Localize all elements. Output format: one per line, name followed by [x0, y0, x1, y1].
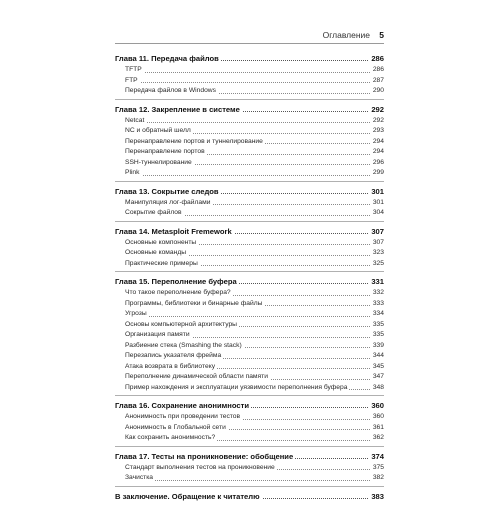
- section-page-number: 294: [371, 147, 384, 158]
- section-entry: [115, 76, 384, 87]
- section-title: Netcat: [125, 116, 146, 127]
- section-title: FTP: [125, 76, 140, 87]
- section-entry: [115, 372, 384, 383]
- chapter-title: Глава 14. Metasploit Fremework: [115, 226, 232, 236]
- chapter-divider: [115, 99, 384, 100]
- section-title: Сокрытие файлов: [125, 208, 184, 219]
- toc-chapter: [115, 491, 384, 503]
- header-rule: [115, 43, 384, 44]
- dot-leader: [125, 72, 384, 73]
- section-list: [115, 65, 384, 97]
- chapter-title: В заключение. Обращение к читателю: [115, 491, 260, 501]
- section-page-number: 332: [371, 288, 384, 299]
- chapter-divider: [115, 486, 384, 487]
- section-page-number: 348: [371, 383, 384, 394]
- section-entry: [115, 341, 384, 352]
- section-page-number: 335: [371, 320, 384, 331]
- toc-chapter: [115, 400, 384, 447]
- chapter-divider: [115, 271, 384, 272]
- page-number: 5: [379, 30, 384, 40]
- section-page-number: 375: [371, 463, 384, 474]
- section-title: Основы компьютерной архитектуры: [125, 320, 239, 331]
- chapter-page-number: 383: [371, 491, 384, 501]
- toc-chapter: [115, 53, 384, 100]
- toc-chapter: [115, 104, 384, 182]
- section-entry: [115, 351, 384, 362]
- chapter-divider: [115, 446, 384, 447]
- section-list: [115, 463, 384, 484]
- section-page-number: 293: [371, 126, 384, 137]
- section-page-number: 333: [371, 299, 384, 310]
- chapter-entry: [115, 53, 384, 65]
- section-page-number: 323: [371, 248, 384, 259]
- section-entry: [115, 330, 384, 341]
- section-page-number: 382: [371, 473, 384, 484]
- section-entry: [115, 412, 384, 423]
- section-entry: [115, 116, 384, 127]
- section-title: Что такое переполнение буфера?: [125, 288, 233, 299]
- dot-leader: [125, 316, 384, 317]
- section-entry: [115, 137, 384, 148]
- section-page-number: 347: [371, 372, 384, 383]
- dot-leader: [125, 480, 384, 481]
- section-entry: [115, 320, 384, 331]
- section-page-number: 307: [371, 238, 384, 249]
- chapter-divider: [115, 181, 384, 182]
- section-title: Передача файлов в Windows: [125, 86, 218, 97]
- section-entry: [115, 259, 384, 270]
- section-page-number: 362: [371, 433, 384, 444]
- dot-leader: [125, 175, 384, 176]
- section-list: [115, 198, 384, 219]
- chapter-divider: [115, 395, 384, 396]
- chapter-page-number: 292: [371, 104, 384, 114]
- chapter-entry: [115, 451, 384, 463]
- chapter-page-number: 331: [371, 277, 384, 286]
- chapter-entry: [115, 226, 384, 238]
- section-entry: [115, 86, 384, 97]
- section-title: SSH-туннелирование: [125, 158, 194, 169]
- chapter-title: Глава 13. Сокрытие следов: [115, 186, 219, 196]
- section-entry: [115, 309, 384, 320]
- section-page-number: 345: [371, 362, 384, 373]
- chapter-title: Глава 15. Переполнение буфера: [115, 277, 237, 286]
- section-page-number: 301: [371, 198, 384, 209]
- section-page-number: 304: [371, 208, 384, 219]
- section-entry: [115, 383, 384, 394]
- section-entry: [115, 208, 384, 219]
- chapter-page-number: 301: [371, 186, 384, 196]
- section-title: Plink: [125, 168, 142, 179]
- section-title: Организация памяти: [125, 330, 192, 341]
- section-title: Перенаправление портов и туннелирование: [125, 137, 265, 148]
- section-entry: [115, 238, 384, 249]
- toc-chapter: [115, 186, 384, 222]
- section-page-number: 325: [371, 259, 384, 270]
- section-entry: [115, 248, 384, 259]
- section-title: NC и обратный шелл: [125, 126, 193, 137]
- chapter-title: Глава 11. Передача файлов: [115, 54, 219, 63]
- section-title: TFTP: [125, 65, 144, 76]
- chapter-title: Глава 17. Тесты на проникновение: обобщение: [115, 451, 294, 461]
- section-entry: [115, 198, 384, 209]
- section-entry: [115, 126, 384, 137]
- section-title: Как сохранить анонимность?: [125, 433, 217, 444]
- section-page-number: 344: [371, 351, 384, 362]
- chapter-page-number: 307: [371, 226, 384, 236]
- section-title: Программы, библиотеки и бинарные файлы: [125, 299, 264, 310]
- chapter-entry: [115, 400, 384, 412]
- section-page-number: 361: [371, 423, 384, 434]
- section-title: Перенаправление портов: [125, 147, 207, 158]
- section-entry: [115, 158, 384, 169]
- chapter-page-number: 374: [371, 451, 384, 461]
- section-title: Перезапись указателя фрейма: [125, 351, 223, 362]
- section-page-number: 287: [371, 76, 384, 87]
- section-entry: [115, 423, 384, 434]
- section-list: [115, 116, 384, 179]
- chapter-divider: [115, 221, 384, 222]
- section-page-number: 296: [371, 158, 384, 169]
- section-page-number: 294: [371, 137, 384, 148]
- section-title: Переполнение динамической области памяти: [125, 372, 270, 383]
- section-title: Анонимность в Глобальной сети: [125, 423, 228, 434]
- section-entry: [115, 168, 384, 179]
- section-title: Угрозы: [125, 309, 149, 320]
- section-page-number: 339: [371, 341, 384, 352]
- dot-leader: [125, 82, 384, 83]
- chapter-entry: [115, 276, 384, 288]
- section-title: Основные команды: [125, 248, 188, 259]
- section-entry: [115, 473, 384, 484]
- section-title: Зачистка: [125, 473, 155, 484]
- section-title: Основные компоненты: [125, 238, 198, 249]
- chapter-page-number: 286: [371, 54, 384, 63]
- section-page-number: 290: [371, 86, 384, 97]
- section-page-number: 292: [371, 116, 384, 127]
- chapter-page-number: 360: [371, 401, 384, 410]
- table-of-contents: [115, 53, 384, 507]
- chapter-entry: [115, 186, 384, 198]
- dot-leader: [125, 122, 384, 123]
- section-entry: [115, 147, 384, 158]
- section-list: [115, 288, 384, 393]
- section-entry: [115, 362, 384, 373]
- section-title: Манипуляция лог-файлами: [125, 198, 212, 209]
- section-entry: [115, 288, 384, 299]
- section-title: Пример нахождения и эксплуатации уязвимости переполнения буфера: [125, 383, 349, 394]
- toc-chapter: [115, 226, 384, 273]
- section-list: [115, 412, 384, 444]
- toc-chapter: [115, 451, 384, 487]
- section-title: Атака возврата в библиотеку: [125, 362, 217, 373]
- section-title: Стандарт выполнения тестов на проникновение: [125, 463, 277, 474]
- chapter-entry: [115, 104, 384, 116]
- section-title: Анонимность при проведении тестов: [125, 412, 242, 423]
- chapter-title: Глава 12. Закрепление в системе: [115, 104, 240, 114]
- running-header-title: Оглавление: [322, 30, 370, 40]
- section-page-number: 299: [371, 168, 384, 179]
- section-entry: [115, 65, 384, 76]
- section-title: Разбиение стека (Smashing the stack): [125, 341, 244, 352]
- section-list: [115, 238, 384, 270]
- section-entry: [115, 299, 384, 310]
- section-page-number: 360: [371, 412, 384, 423]
- toc-chapter: [115, 276, 384, 396]
- section-page-number: 334: [371, 309, 384, 320]
- section-entry: [115, 433, 384, 444]
- section-entry: [115, 463, 384, 474]
- section-page-number: 286: [371, 65, 384, 76]
- page-header: [115, 28, 384, 42]
- chapter-entry: [115, 491, 384, 503]
- section-page-number: 335: [371, 330, 384, 341]
- chapter-title: Глава 16. Сохранение анонимности: [115, 401, 250, 410]
- section-title: Практические примеры: [125, 259, 200, 270]
